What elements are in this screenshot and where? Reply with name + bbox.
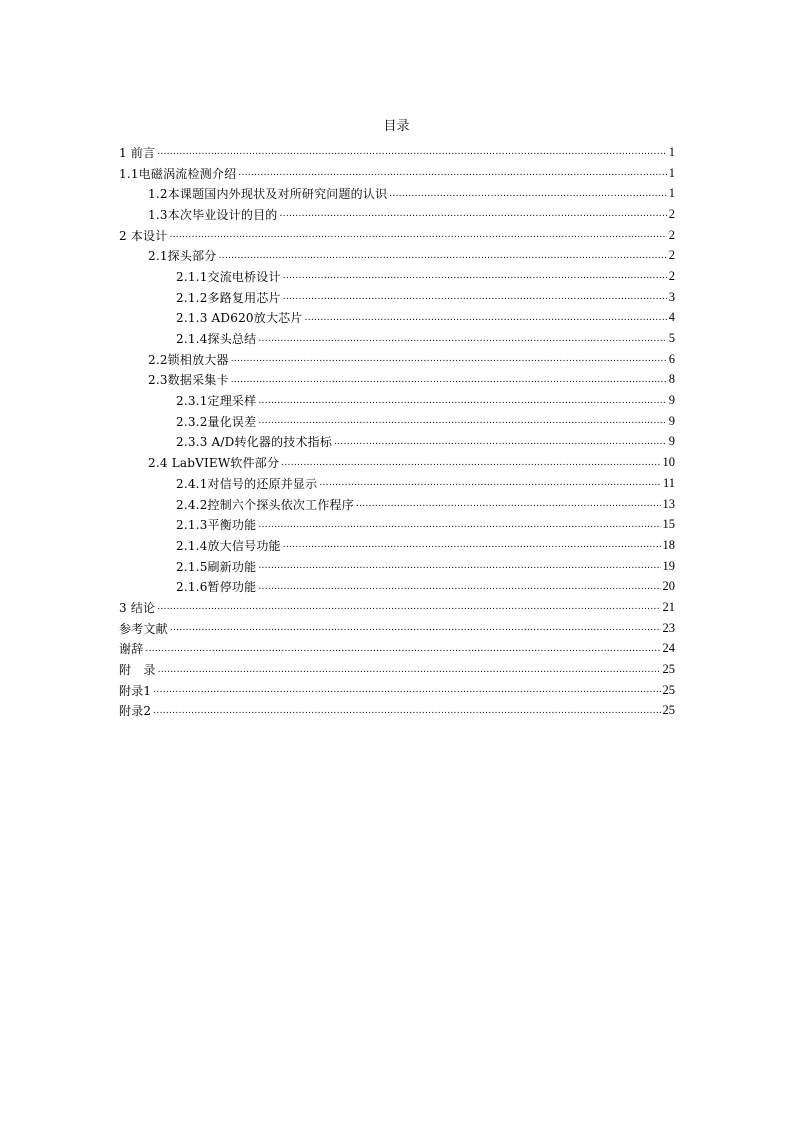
toc-dot-leader <box>231 352 667 366</box>
toc-dot-leader <box>169 228 666 242</box>
toc-dot-leader <box>158 663 661 677</box>
toc-entry-text: 2.3.1定理采样 <box>176 394 257 409</box>
toc-entry[interactable] <box>119 535 675 556</box>
toc-entry[interactable] <box>119 266 675 287</box>
toc-page-number: 3 <box>668 289 675 304</box>
toc-dot-leader <box>157 145 667 159</box>
toc-page-number: 11 <box>662 475 675 490</box>
toc-entry[interactable] <box>119 204 675 225</box>
toc-entry-text: 2.1.2多路复用芯片 <box>176 290 281 305</box>
toc-entry-text: 附录2 <box>119 704 152 719</box>
toc-entry[interactable] <box>119 494 675 515</box>
toc-entry-text: 2.3.2量化误差 <box>176 414 257 429</box>
toc-entry-text: 2 本设计 <box>119 228 168 243</box>
toc-page-number: 19 <box>662 558 675 573</box>
toc-dot-leader <box>258 394 666 408</box>
toc-entry[interactable] <box>119 618 675 639</box>
toc-entry-text: 2.1.4探头总结 <box>176 332 257 347</box>
toc-entry-text: 参考文献 <box>119 621 168 636</box>
toc-page-number: 2 <box>668 248 675 263</box>
toc-entry-text: 2.3数据采集卡 <box>148 373 229 388</box>
toc-entry-text: 2.4 LabVIEW软件部分 <box>148 456 280 471</box>
toc-page-number: 2 <box>668 206 675 221</box>
toc-page-number: 1 <box>668 165 675 180</box>
toc-dot-leader <box>238 166 666 180</box>
toc-page-number: 9 <box>668 413 675 428</box>
toc-entry[interactable] <box>119 163 675 184</box>
toc-entry-text: 2.1.5刷新功能 <box>176 559 257 574</box>
toc-page-number: 9 <box>668 393 675 408</box>
toc-entry-text: 2.1.3 AD620放大芯片 <box>176 311 303 326</box>
toc-dot-leader <box>218 249 666 263</box>
toc-dot-leader <box>334 435 667 449</box>
toc-dot-leader <box>170 621 661 635</box>
toc-page-number: 10 <box>662 455 675 470</box>
toc-dot-leader <box>231 373 667 387</box>
toc-entry[interactable] <box>119 183 675 204</box>
toc-entry-text: 2.4.2控制六个探头依次工作程序 <box>176 497 354 512</box>
toc-page-number: 1 <box>668 186 675 201</box>
toc-dot-leader <box>153 683 660 697</box>
toc-page-number: 13 <box>662 496 675 511</box>
toc-entry-text: 1.3本次毕业设计的目的 <box>148 207 278 222</box>
toc-page-number: 25 <box>662 703 675 718</box>
toc-entry-text: 2.2锁相放大器 <box>148 352 229 367</box>
toc-page-number: 25 <box>662 682 675 697</box>
toc-dot-leader <box>157 600 660 614</box>
toc-entry-text: 2.1.6暂停功能 <box>176 580 257 595</box>
toc-dot-leader <box>283 269 667 283</box>
toc-entry[interactable] <box>119 308 675 329</box>
toc-entry[interactable] <box>119 432 675 453</box>
toc-entry[interactable] <box>119 556 675 577</box>
toc-page-number: 25 <box>662 662 675 677</box>
toc-page-number: 9 <box>668 434 675 449</box>
toc-page-number: 24 <box>662 641 675 656</box>
toc-entry[interactable] <box>119 452 675 473</box>
toc-dot-leader <box>283 538 661 552</box>
toc-entry[interactable] <box>119 287 675 308</box>
toc-dot-leader <box>319 476 661 490</box>
toc-entry[interactable] <box>119 349 675 370</box>
toc-dot-leader <box>258 559 660 573</box>
toc-page-number: 18 <box>662 537 675 552</box>
toc-entry[interactable] <box>119 597 675 618</box>
toc-entry[interactable] <box>119 576 675 597</box>
toc-entry[interactable] <box>119 701 675 722</box>
toc-page-number: 2 <box>668 227 675 242</box>
toc-title: 目录 <box>383 119 410 134</box>
toc-list <box>119 142 675 721</box>
toc-dot-leader <box>389 187 666 201</box>
toc-entry-text: 2.1.1交流电桥设计 <box>176 269 281 284</box>
toc-page-number: 6 <box>668 351 675 366</box>
toc-entry[interactable] <box>119 245 675 266</box>
toc-entry[interactable] <box>119 225 675 246</box>
toc-entry-text: 谢辞 <box>119 642 144 657</box>
toc-page-number: 1 <box>668 144 675 159</box>
toc-entry-text: 2.1探头部分 <box>148 249 217 264</box>
toc-page-number: 20 <box>662 579 675 594</box>
toc-dot-leader <box>280 207 667 221</box>
toc-entry-text: 1.1电磁涡流检测介绍 <box>119 166 237 181</box>
toc-entry-text: 附录1 <box>119 683 152 698</box>
toc-entry[interactable] <box>119 639 675 660</box>
toc-entry-text: 2.1.3平衡功能 <box>176 518 257 533</box>
toc-dot-leader <box>258 332 666 346</box>
toc-entry-text: 附 录 <box>119 663 156 678</box>
toc-dot-leader <box>258 518 660 532</box>
toc-entry[interactable] <box>119 142 675 163</box>
toc-entry-text: 1.2本课题国内外现状及对所研究问题的认识 <box>148 187 388 202</box>
toc-page-number: 4 <box>668 310 675 325</box>
toc-dot-leader <box>356 497 661 511</box>
toc-entry[interactable] <box>119 390 675 411</box>
toc-entry-text: 1 前言 <box>119 145 156 160</box>
toc-entry-text: 2.4.1对信号的还原并显示 <box>176 476 318 491</box>
toc-entry[interactable] <box>119 370 675 391</box>
toc-dot-leader <box>153 704 660 718</box>
toc-page-number: 21 <box>662 599 675 614</box>
toc-page-number: 8 <box>668 372 675 387</box>
toc-entry[interactable] <box>119 659 675 680</box>
toc-entry[interactable] <box>119 680 675 701</box>
toc-page-number: 15 <box>662 517 675 532</box>
toc-dot-leader <box>258 414 666 428</box>
toc-entry[interactable] <box>119 473 675 494</box>
toc-page-number: 2 <box>668 268 675 283</box>
toc-entry[interactable] <box>119 411 675 432</box>
toc-dot-leader <box>305 311 667 325</box>
toc-page-number: 23 <box>662 620 675 635</box>
toc-entry-text: 2.1.4放大信号功能 <box>176 538 281 553</box>
toc-entry-text: 2.3.3 A/D转化器的技术指标 <box>176 435 333 450</box>
toc-entry-text: 3 结论 <box>119 600 156 615</box>
toc-entry[interactable] <box>119 328 675 349</box>
toc-dot-leader <box>281 456 660 470</box>
toc-dot-leader <box>283 290 667 304</box>
toc-dot-leader <box>258 580 660 594</box>
toc-entry[interactable] <box>119 514 675 535</box>
toc-page-number: 5 <box>668 331 675 346</box>
toc-dot-leader <box>145 642 660 656</box>
